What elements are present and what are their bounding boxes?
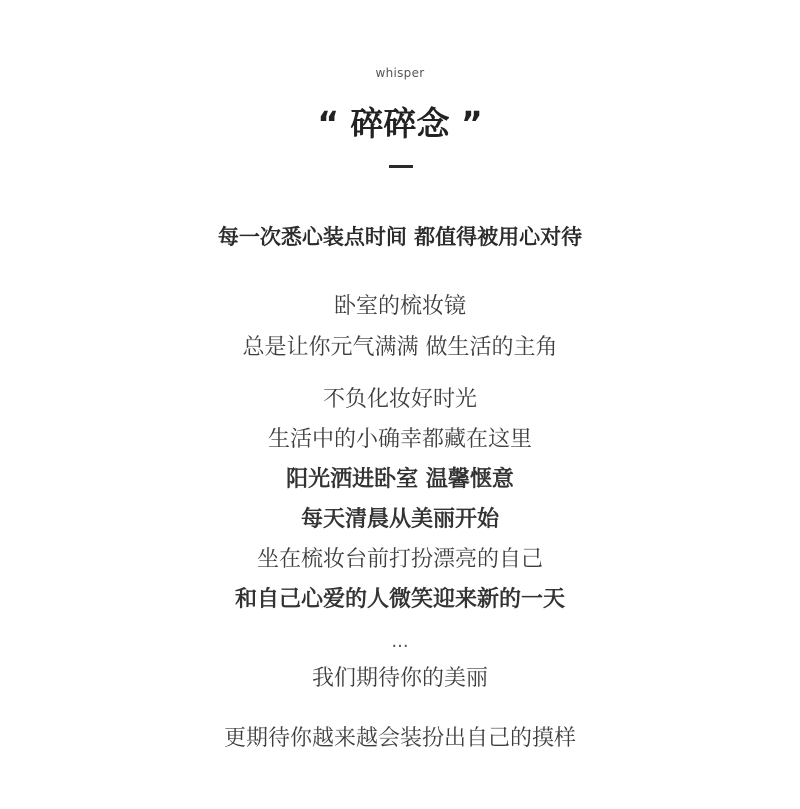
poem-line-6: 每天清晨从美丽开始 xyxy=(300,507,499,532)
poem-line-1: 卧室的梳妆镜 xyxy=(333,294,466,319)
title-divider xyxy=(389,165,413,168)
page-title: “ 碎碎念 ” xyxy=(317,104,483,143)
poem-line-2: 总是让你元气满满 做生活的主角 xyxy=(242,335,558,360)
poem-line-7: 坐在梳妆台前打扮漂亮的自己 xyxy=(256,547,543,572)
poem-line-5: 阳光洒进卧室 温馨惬意 xyxy=(286,467,514,492)
poem-line-10: 更期待你越来越会装扮出自己的摸样 xyxy=(223,726,576,751)
poem-line-3: 不负化妆好时光 xyxy=(322,387,477,412)
poem-line-4: 生活中的小确幸都藏在这里 xyxy=(267,427,532,452)
page-subtitle: 每一次悉心装点时间 都值得被用心对待 xyxy=(217,225,583,249)
poem-line-9: 我们期待你的美丽 xyxy=(311,666,488,691)
poem-ellipsis: ... xyxy=(391,631,409,652)
poem-line-8: 和自己心爱的人微笑迎来新的一天 xyxy=(234,587,565,612)
eyebrow-label: whisper xyxy=(375,66,425,80)
